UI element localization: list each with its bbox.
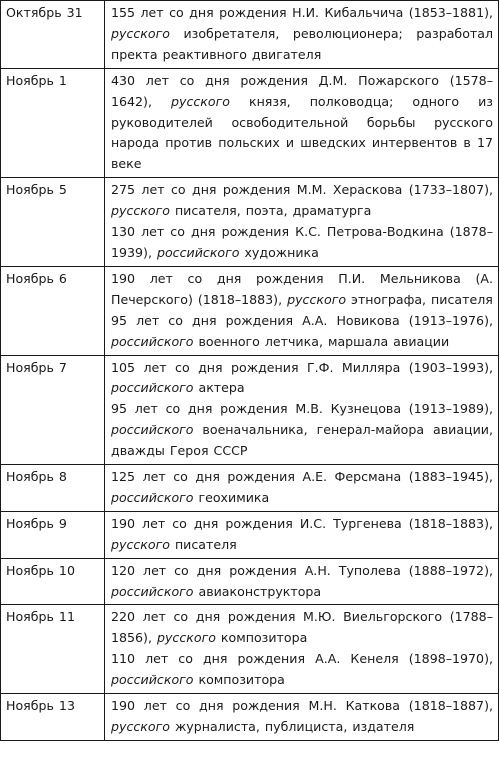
event-cell: [105, 465, 499, 512]
date-cell: Ноябрь 11: [1, 605, 105, 694]
event-entry: 430 лет со дня рождения Д.М. Пожарского (1578–1642), русского князя, полководца; одного из руководителей освободительной борьбы русского народа против польских и шведских интервентов в 17 веке: [111, 72, 493, 172]
date-cell: Ноябрь 1: [1, 68, 105, 178]
date-cell: Ноябрь 9: [1, 511, 105, 558]
event-cell: [105, 511, 499, 558]
table-row: [1, 355, 499, 465]
table-row: [1, 694, 499, 741]
table-row: [1, 266, 499, 355]
date-cell: Ноябрь 6: [1, 266, 105, 355]
date-cell: Ноябрь 8: [1, 465, 105, 512]
table-row: [1, 68, 499, 178]
event-entry: 125 лет со дня рождения А.Е. Ферсмана (1883–1945), российского геохимика: [111, 469, 493, 505]
event-entry: 105 лет со дня рождения Г.Ф. Милляра (1903–1993), российского актера: [111, 359, 493, 396]
event-cell: [105, 694, 499, 741]
event-cell: [105, 68, 499, 178]
event-entry: 190 лет со дня рождения М.Н. Каткова (1818–1887), русского журналиста, публициста, издателя: [111, 698, 493, 734]
event-entry: 95 лет со дня рождения А.А. Новикова (1913–1976), российского военного летчика, маршала авиации: [111, 312, 493, 349]
event-entry: 110 лет со дня рождения А.А. Кенеля (1898–1970), российского композитора: [111, 651, 493, 688]
date-cell: Октябрь 31: [1, 1, 105, 69]
event-entry: 190 лет со дня рождения П.И. Мельникова (А. Печерского) (1818–1883), русского этнографа, писателя: [111, 270, 493, 307]
table-row: [1, 1, 499, 69]
table-row: [1, 178, 499, 267]
event-entry: 95 лет со дня рождения М.В. Кузнецова (1913–1989), российского военачальника, генерал-майора авиации, дважды Героя СССР: [111, 401, 493, 459]
event-cell: [105, 355, 499, 465]
event-cell: [105, 178, 499, 267]
event-entry: 190 лет со дня рождения И.С. Тургенева (1818–1883), русского писателя: [111, 515, 493, 552]
event-cell: [105, 558, 499, 605]
table-row: [1, 465, 499, 512]
event-entry: 275 лет со дня рождения М.М. Хераскова (1733–1807), русского писателя, поэта, драматурга: [111, 182, 493, 219]
table-row: [1, 511, 499, 558]
event-cell: [105, 1, 499, 69]
event-cell: [105, 605, 499, 694]
date-cell: Ноябрь 7: [1, 355, 105, 465]
table-row: [1, 605, 499, 694]
event-entry: 220 лет со дня рождения М.Ю. Виельгорского (1788–1856), русского композитора: [111, 609, 493, 646]
date-cell: Ноябрь 5: [1, 178, 105, 267]
event-entry: 155 лет со дня рождения Н.И. Кибальчича (1853–1881), русского изобретателя, революционера; разработал пректа реактивного двигателя: [111, 5, 493, 62]
date-cell: Ноябрь 10: [1, 558, 105, 605]
event-entry: 120 лет со дня рождения А.Н. Туполева (1888–1972), российского авиаконструктора: [111, 562, 493, 599]
date-cell: Ноябрь 13: [1, 694, 105, 741]
event-cell: [105, 266, 499, 355]
table-row: [1, 558, 499, 605]
event-entry: 130 лет со дня рождения К.С. Петрова-Водкина (1878–1939), российского художника: [111, 224, 493, 260]
